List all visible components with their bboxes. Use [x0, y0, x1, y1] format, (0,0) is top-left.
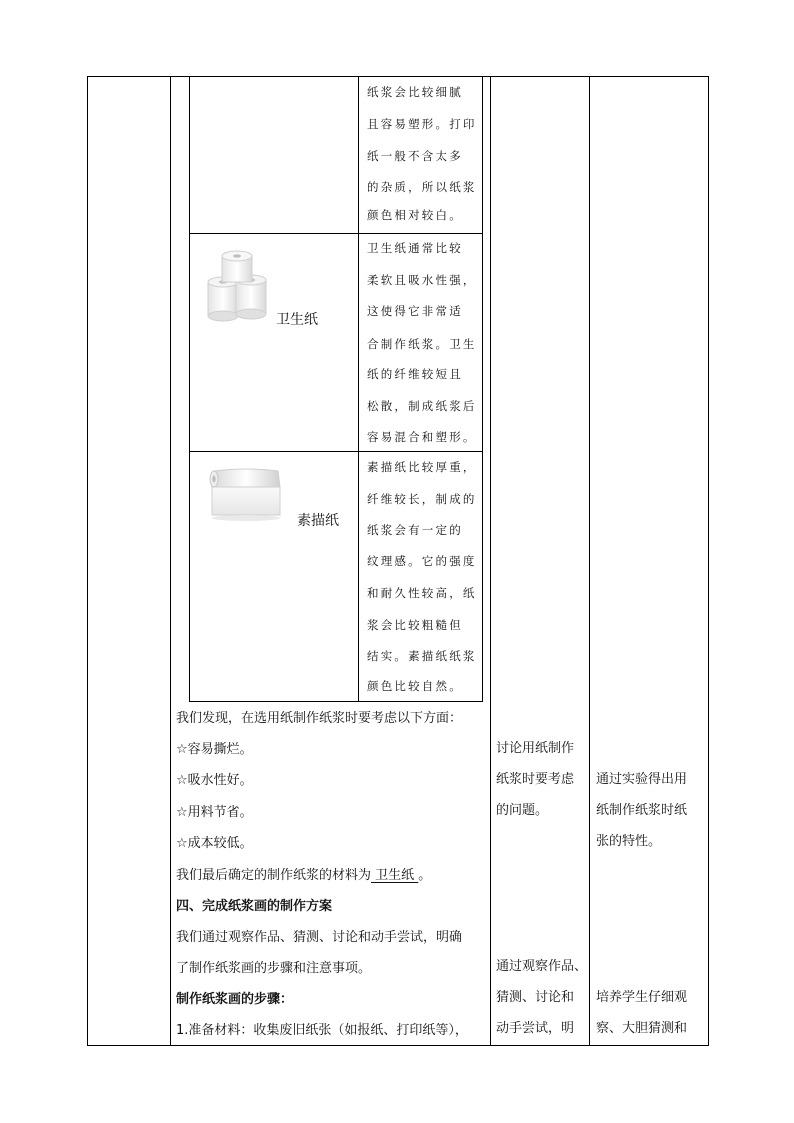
desc-line: 纸的纤维较短且: [367, 367, 463, 381]
desc-line: 纤维较长，制成的: [367, 492, 477, 506]
desc-line: 纸浆会比较细腻: [367, 85, 463, 99]
intent-line: 培养学生仔细观: [596, 990, 688, 1005]
findings-conclusion: [176, 869, 431, 882]
inner-row-divider-2: [189, 451, 483, 452]
desc-line: 纸一般不含太多: [367, 149, 463, 163]
section-paragraph: 我们通过观察作品、猜测、讨论和动手尝试，明确: [176, 930, 463, 945]
desc-line: 颜色相对较白。: [367, 208, 463, 222]
intent-line: 通过实验得出用: [596, 772, 688, 787]
desc-line: 松散，制成纸浆后: [367, 399, 477, 413]
desc-line: 素描纸比较厚重，: [367, 460, 477, 474]
paper-name: 卫生纸: [276, 312, 318, 328]
findings-bullet: ☆吸水性好。: [176, 773, 253, 788]
desc-line: 和耐久性较高，纸: [367, 586, 477, 600]
conclusion-prefix: 我们最后确定的制作纸浆的材料为: [176, 868, 372, 883]
outer-left-border: [87, 76, 88, 1046]
desc-line: 且容易塑形。打印: [367, 117, 477, 131]
inner-table-bottom: [189, 701, 483, 702]
inner-table-left: [189, 76, 190, 702]
outer-top-border: [87, 76, 709, 77]
activity-line: 动手尝试，明: [496, 1021, 575, 1036]
desc-line: 纹理感。它的强度: [367, 554, 477, 568]
findings-bullet: ☆容易撕烂。: [176, 742, 253, 757]
col-divider-2: [490, 76, 491, 1046]
intent-line: 张的特性。: [596, 834, 662, 849]
steps-heading: 制作纸浆画的步骤：: [176, 992, 294, 1007]
col-divider-3: [589, 76, 590, 1046]
findings-intro: 我们发现，在选用纸制作纸浆时要考虑以下方面：: [176, 711, 463, 726]
outer-right-border: [708, 76, 709, 1046]
desc-line: 这使得它非常适: [367, 304, 463, 318]
section-paragraph: 了制作纸浆画的步骤和注意事项。: [176, 961, 372, 976]
desc-line: 结实。素描纸纸浆: [367, 649, 477, 663]
activity-line: 通过观察作品、: [496, 959, 588, 974]
intent-line: 纸制作纸浆时纸: [596, 803, 688, 818]
toilet-paper-image: [204, 248, 272, 322]
inner-table-right: [482, 76, 483, 702]
inner-table-mid: [358, 76, 359, 702]
activity-line: 猜测、讨论和: [496, 990, 575, 1005]
section-heading: 四、完成纸浆画的制作方案: [176, 899, 333, 914]
desc-line: 容易混合和塑形。: [367, 430, 477, 444]
activity-line: 的问题。: [496, 803, 549, 818]
step-item: 1.准备材料：收集废旧纸张（如报纸、打印纸等），: [176, 1023, 468, 1038]
desc-line: 卫生纸通常比较: [367, 241, 463, 255]
desc-line: 柔软且吸水性强，: [367, 273, 477, 287]
intent-line: 察、大胆猜测和: [596, 1021, 688, 1036]
findings-bullet: ☆用料节省。: [176, 805, 253, 820]
col-divider-1: [170, 76, 171, 1046]
activity-line: 纸浆时要考虑: [496, 772, 575, 787]
desc-line: 纸浆会有一定的: [367, 523, 463, 537]
desc-line: 颜色比较自然。: [367, 679, 463, 693]
desc-line: 合制作纸浆。卫生: [367, 337, 477, 351]
paper-name: 素描纸: [297, 513, 339, 529]
conclusion-suffix: 。: [418, 868, 432, 883]
inner-row-divider-1: [189, 233, 483, 234]
findings-bullet: ☆成本较低。: [176, 836, 253, 851]
desc-line: 浆会比较粗糙但: [367, 618, 463, 632]
desc-line: 的杂质，所以纸浆: [367, 180, 477, 194]
outer-bottom-border: [87, 1045, 709, 1046]
conclusion-answer: 卫生纸: [371, 868, 419, 883]
sketch-paper-image: [206, 465, 286, 523]
activity-line: 讨论用纸制作: [496, 741, 575, 756]
